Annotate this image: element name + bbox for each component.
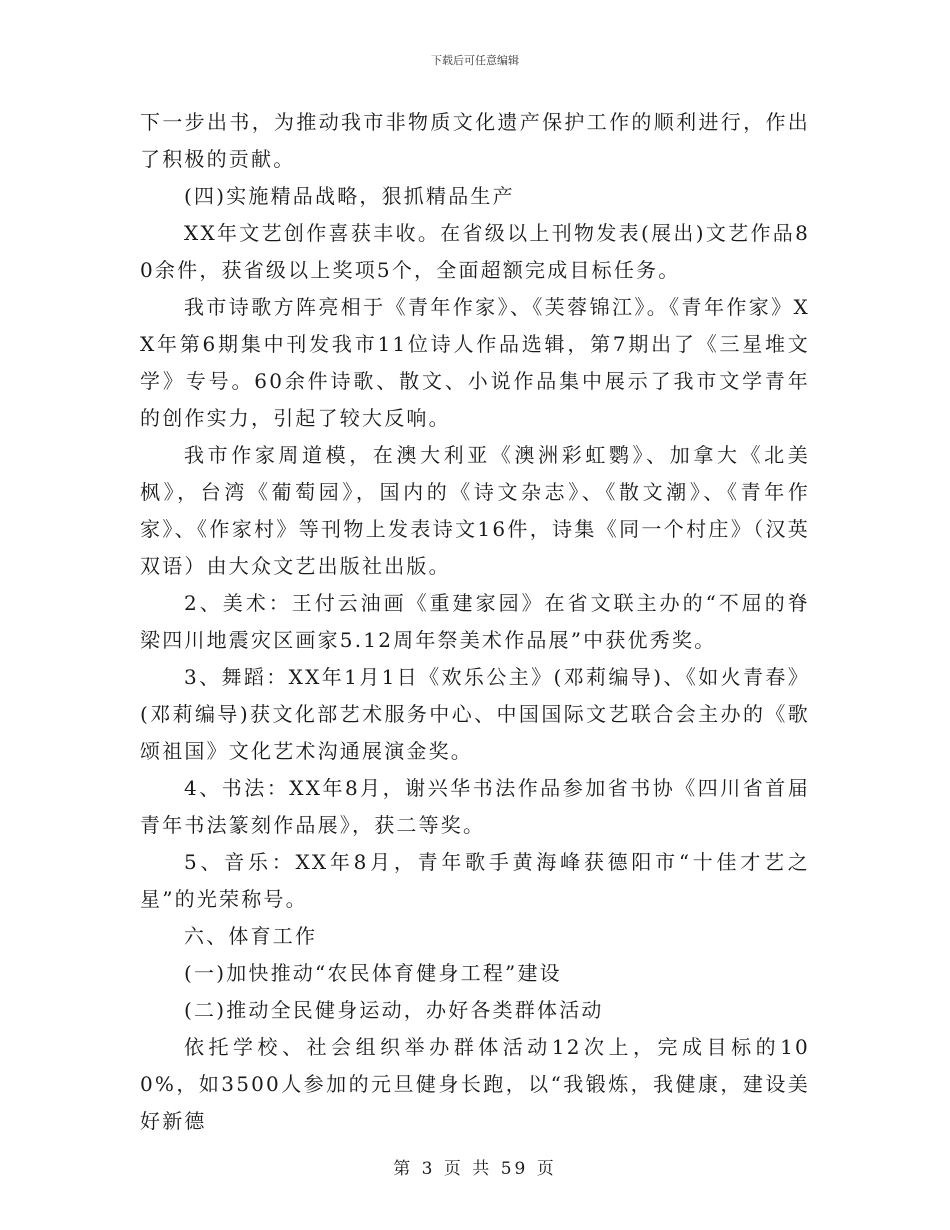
paragraph-4: 我市诗歌方阵亮相于《青年作家》、《芙蓉锦江》。《青年作家》XX年第6期集中刊发我市11位诗人作品选辑，第7期出了《三星堆文学》专号。60余件诗歌、散文、小说作品集中展示了我市文学青年的创作实力，引起了较大反响。	[140, 295, 810, 430]
paragraph-6: 2、美术：王付云油画《重建家园》在省文联主办的“不屈的脊梁四川地震灾区画家5.12周年祭美术作品展”中获优秀奖。	[140, 591, 810, 652]
page-header: 下载后可任意编辑	[431, 54, 519, 67]
paragraph-9: 5、音乐：XX年8月，青年歌手黄海峰获德阳市“十佳才艺之星”的光荣称号。	[140, 850, 810, 911]
paragraph-13: 依托学校、社会组织举办群体活动12次上，完成目标的100%，如3500人参加的元旦健身长跑，以“我锻炼，我健康，建设美好新德	[140, 1035, 810, 1133]
page-number: 第 3 页 共 59 页	[393, 1159, 557, 1179]
paragraph-7: 3、舞蹈：XX年1月1日《欢乐公主》(邓莉编导)、《如火青春》(邓莉编导)获文化部艺术服务中心、中国国际文艺联合会主办的《歌颂祖国》文化艺术沟通展演金奖。	[140, 665, 810, 763]
paragraph-1: 下一步出书，为推动我市非物质文化遗产保护工作的顺利进行，作出了积极的贡献。	[140, 110, 810, 171]
section-heading-sports: 六、体育工作	[184, 924, 318, 948]
subheading-1: (一)加快推动“农民体育健身工程”建设	[184, 961, 562, 985]
paragraph-2: (四)实施精品战略，狠抓精品生产	[184, 184, 515, 208]
paragraph-3: XX年文艺创作喜获丰收。在省级以上刊物发表(展出)文艺作品80余件，获省级以上奖项5个，全面超额完成目标任务。	[140, 221, 810, 282]
paragraph-5: 我市作家周道模，在澳大利亚《澳洲彩虹鹦》、加拿大《北美枫》，台湾《葡萄园》，国内的《诗文杂志》、《散文潮》、《青年作家》、《作家村》等刊物上发表诗文16件，诗集《同一个村庄》（汉英双语）由大众文艺出版社出版。	[140, 443, 810, 578]
subheading-2: (二)推动全民健身运动，办好各类群体活动	[184, 998, 604, 1022]
document-body	[140, 104, 810, 1140]
paragraph-8: 4、书法：XX年8月，谢兴华书法作品参加省书协《四川省首届青年书法篆刻作品展》，获二等奖。	[140, 776, 810, 837]
